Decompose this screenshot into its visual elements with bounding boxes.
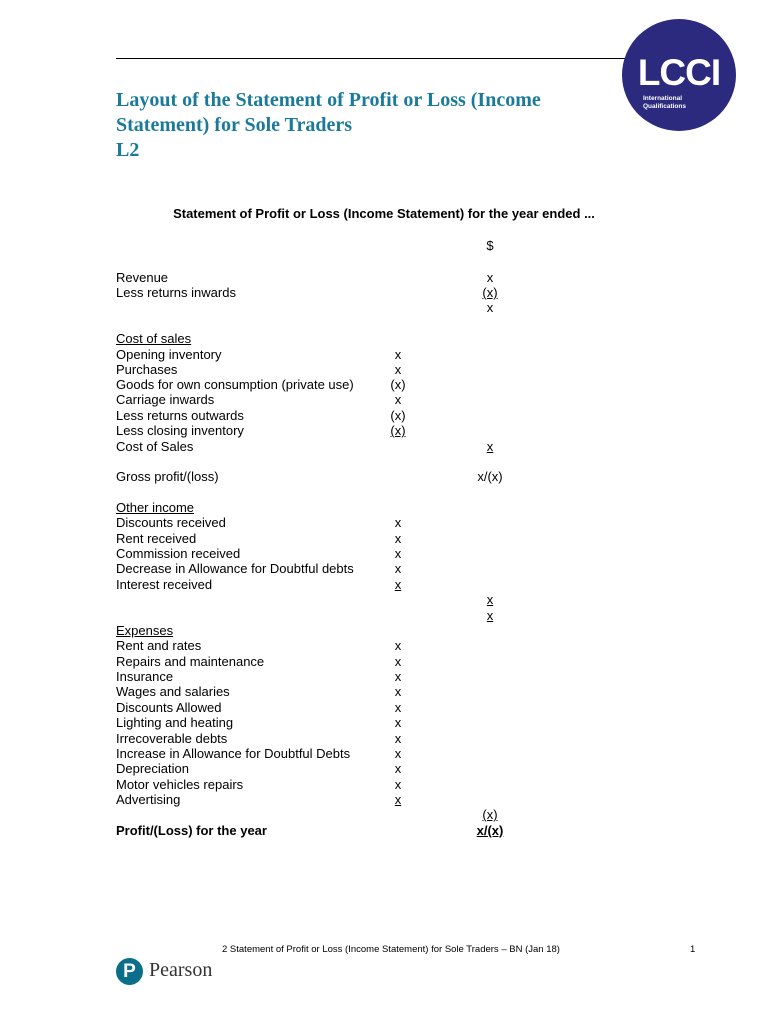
row-label: Commission received xyxy=(116,546,241,561)
row-value-col1: x xyxy=(394,777,402,792)
row-value-col1: x xyxy=(394,362,402,377)
row-value-col1: x xyxy=(394,392,402,407)
row-label: Cost of Sales xyxy=(116,439,194,454)
row-label: Rent and rates xyxy=(116,638,202,653)
header-rule xyxy=(116,58,636,59)
page-number: 1 xyxy=(690,944,696,955)
row-value-col1: (x) xyxy=(390,423,406,438)
title-line-3: L2 xyxy=(116,139,140,161)
row-label: Rent received xyxy=(116,531,197,546)
document-title xyxy=(116,88,636,163)
row-label: Wages and salaries xyxy=(116,684,230,699)
row-label: Interest received xyxy=(116,577,213,592)
row-value-col1: x xyxy=(394,792,402,807)
row-value-col1: x xyxy=(394,347,402,362)
row-value-col1: (x) xyxy=(390,408,406,423)
row-label: Decrease in Allowance for Doubtful debts xyxy=(116,561,354,576)
row-value-col1: x xyxy=(394,700,402,715)
row-value-col2: x xyxy=(486,592,494,607)
row-label: Increase in Allowance for Doubtful Debts xyxy=(116,746,351,761)
row-value-col1: x xyxy=(394,715,402,730)
row-value-col2: x xyxy=(486,300,494,315)
row-label: Repairs and maintenance xyxy=(116,654,265,669)
row-label: Irrecoverable debts xyxy=(116,731,228,746)
profit-loss-label: Profit/(Loss) for the year xyxy=(116,823,267,838)
row-value-col2: (x) xyxy=(482,285,498,300)
row-value-col1: x xyxy=(394,638,402,653)
row-label: Carriage inwards xyxy=(116,392,215,407)
row-value-col1: x xyxy=(394,746,402,761)
row-label: Depreciation xyxy=(116,761,189,776)
row-label: Advertising xyxy=(116,792,181,807)
row-value-col1: x xyxy=(394,531,402,546)
row-value-col1: x xyxy=(394,515,402,530)
footer-text: 2 Statement of Profit or Loss (Income Statement) for Sole Traders – BN (Jan 18) xyxy=(222,944,560,955)
row-label: Opening inventory xyxy=(116,347,222,362)
row-value-col1: x xyxy=(394,761,402,776)
pearson-wordmark: Pearson xyxy=(149,959,213,981)
lcci-logo xyxy=(622,19,736,131)
section-heading-expenses: Expenses xyxy=(116,623,174,638)
row-label: Goods for own consumption (private use) xyxy=(116,377,354,392)
row-label: Gross profit/(loss) xyxy=(116,469,219,484)
section-heading-cost-of-sales: Cost of sales xyxy=(116,331,192,346)
row-value-col2: (x) xyxy=(482,807,498,822)
row-value-col1: x xyxy=(394,684,402,699)
currency-header: $ xyxy=(486,238,494,253)
pearson-p-icon: P xyxy=(116,958,143,985)
row-value-col2: x xyxy=(486,608,494,623)
row-value-col1: x xyxy=(394,577,402,592)
row-value-col2: x xyxy=(486,439,494,454)
logo-subtext-2: Qualifications xyxy=(643,103,686,110)
row-value-col1: x xyxy=(394,731,402,746)
row-label: Motor vehicles repairs xyxy=(116,777,244,792)
statement-heading: Statement of Profit or Loss (Income Statement) for the year ended ... xyxy=(173,206,595,221)
row-value-col1: x xyxy=(394,546,402,561)
logo-main-text: LCCI xyxy=(637,52,721,93)
row-label: Insurance xyxy=(116,669,174,684)
row-label: Revenue xyxy=(116,270,169,285)
row-value-col1: x xyxy=(394,669,402,684)
row-label: Less closing inventory xyxy=(116,423,244,438)
logo-subtext-1: International xyxy=(643,95,683,102)
row-value-col1: x xyxy=(394,654,402,669)
title-line-2: Statement) for Sole Traders xyxy=(116,114,353,136)
row-label: Less returns outwards xyxy=(116,408,244,423)
row-label: Lighting and heating xyxy=(116,715,234,730)
row-value-col2: x/(x) xyxy=(477,469,503,484)
row-value-col1: (x) xyxy=(390,377,406,392)
title-line-1: Layout of the Statement of Profit or Loss (Income xyxy=(116,89,541,111)
row-label: Purchases xyxy=(116,362,178,377)
row-value-col1: x xyxy=(394,561,402,576)
profit-loss-value: x/(x) xyxy=(476,823,504,838)
row-value-col2: x xyxy=(486,270,494,285)
section-heading-other-income: Other income xyxy=(116,500,195,515)
row-label: Discounts received xyxy=(116,515,226,530)
row-label: Discounts Allowed xyxy=(116,700,222,715)
row-label: Less returns inwards xyxy=(116,285,236,300)
